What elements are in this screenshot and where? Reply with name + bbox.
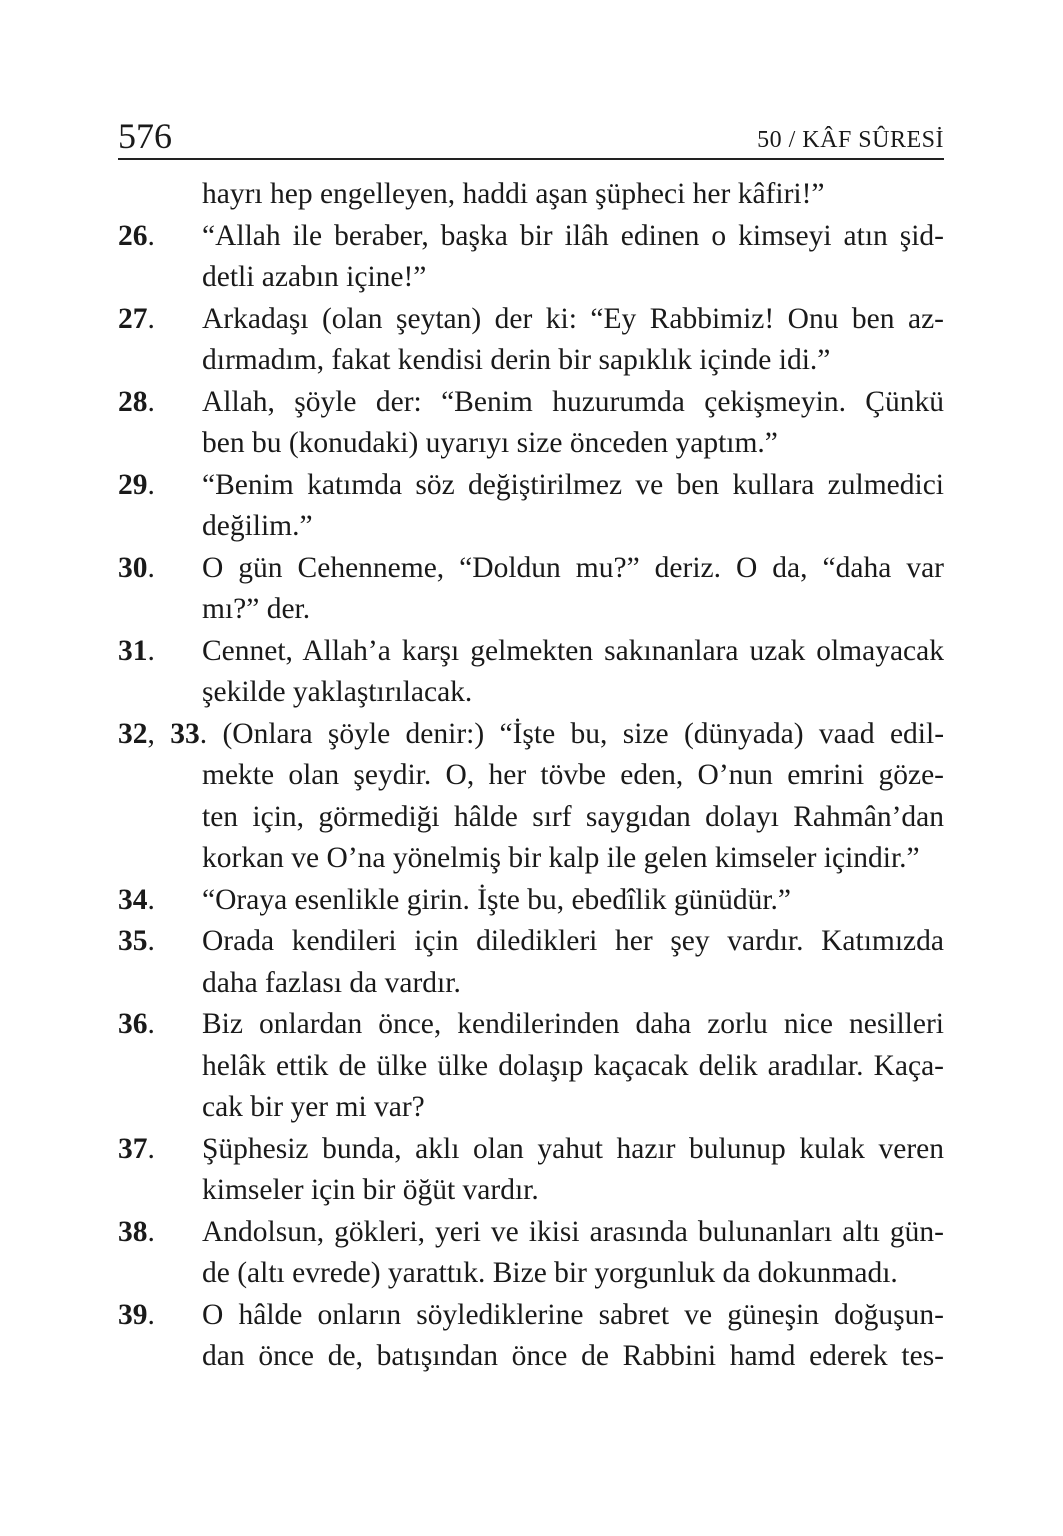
verse-number: 30. (118, 551, 155, 584)
verse-text (202, 548, 944, 631)
text-line: cak bir yer mi var? (202, 1091, 425, 1123)
verse-text (202, 1129, 944, 1212)
text-line: de (altı evrede) yarattık. Bize bir yorgunluk da dokunmadı. (202, 1257, 898, 1289)
text-line: detli azabın içine!” (202, 261, 427, 293)
text-line: “Oraya esenlikle girin. İşte bu, ebedîlik günüdür.” (202, 883, 792, 916)
verse-number: 28. (118, 385, 155, 418)
verse-text (202, 1295, 944, 1378)
verse-text (202, 382, 944, 465)
text-line: değilim.” (202, 510, 313, 542)
text-line: dırmadım, fakat kendisi derin bir sapıklık içinde idi.” (202, 344, 831, 376)
verse-28 (118, 382, 944, 465)
verse-number: 36. (118, 1008, 155, 1040)
verse-39 (118, 1295, 944, 1378)
page-header (118, 112, 944, 160)
verse-26 (118, 216, 944, 299)
text-line: “Allah ile beraber, başka bir ilâh edinen o kimseyi atın şid- (202, 219, 944, 252)
verse-text (202, 921, 944, 1004)
verse-text (202, 465, 944, 548)
verse-number: 38. (118, 1215, 155, 1248)
verse-number: 29. (118, 468, 155, 501)
text-line: Biz onlardan önce, kendilerinden daha zorlu nice nesilleri (202, 1008, 944, 1040)
verse-number: 37. (118, 1132, 155, 1165)
verse-number: 27. (118, 302, 155, 335)
verse-number: 26. (118, 219, 155, 252)
verse-text (202, 299, 944, 382)
verse-30 (118, 548, 944, 631)
verse-34 (118, 880, 944, 922)
text-line: korkan ve O’na yönelmiş bir kalp ile gelen kimseler içindir.” (202, 842, 920, 874)
text-line: O hâlde onların söylediklerine sabret ve güneşin doğuşun- (202, 1298, 944, 1331)
verse-38 (118, 1212, 944, 1295)
text-line: mı?” der. (202, 593, 311, 625)
text-line: şekilde yaklaştırılacak. (202, 676, 473, 708)
text-line: kimseler için bir öğüt vardır. (202, 1174, 539, 1206)
text-line: “Benim katımda söz değiştirilmez ve ben kullara zulmedici (202, 468, 944, 501)
book-page (118, 112, 944, 1378)
text-line: Cennet, Allah’a karşı gelmekten sakınanlara uzak olmayacak (202, 634, 944, 667)
text-line: O gün Cehenneme, “Doldun mu?” deriz. O da, “daha var (202, 551, 944, 584)
text-line: Orada kendileri için diledikleri her şey vardır. Katımızda (202, 925, 944, 957)
verse-number: 39. (118, 1298, 155, 1331)
verse-27 (118, 299, 944, 382)
verse-number: 31. (118, 634, 155, 667)
text-line: daha fazlası da vardır. (202, 966, 461, 999)
verse-text (202, 631, 944, 714)
text-line: 32, 33. (Onlara şöyle denir:) “İşte bu, size (dünyada) vaad edil- (118, 717, 945, 750)
text-line: Arkadaşı (olan şeytan) der ki: “Ey Rabbimiz! Onu ben az- (202, 302, 944, 335)
verse-31 (118, 631, 944, 714)
continuation-paragraph (118, 174, 944, 216)
verse-text (202, 880, 944, 922)
text-line: Allah, şöyle der: “Benim huzurumda çekişmeyin. Çünkü (202, 385, 944, 418)
text-line: hayrı hep engelleyen, haddi aşan şüpheci her kâfiri!” (202, 178, 825, 210)
verse-text (202, 1212, 944, 1295)
running-title: 50 / KÂF SÛRESİ (757, 127, 944, 153)
verse-37 (118, 1129, 944, 1212)
text-line: helâk ettik de ülke ülke dolaşıp kaçacak delik aradılar. Kaça- (202, 1049, 944, 1082)
text-line: ben bu (konudaki) uyarıyı size önceden yaptım.” (202, 427, 778, 459)
verse-number: 34. (118, 883, 155, 916)
text-line: Andolsun, gökleri, yeri ve ikisi arasında bulunanları altı gün- (202, 1215, 944, 1248)
text-line: mekte olan şeydir. O, her tövbe eden, O’nun emrini göze- (202, 759, 944, 791)
text-line: ten için, görmediği hâlde sırf saygıdan dolayı Rahmân’dan (202, 800, 944, 833)
text-line: Şüphesiz bunda, aklı olan yahut hazır bulunup kulak veren (202, 1132, 944, 1165)
verse-number: 35. (118, 925, 155, 957)
text-line: dan önce de, batışından önce de Rabbini hamd ederek tes- (202, 1340, 944, 1372)
verse-text (202, 1004, 944, 1129)
page-body (118, 174, 944, 1378)
verse-29 (118, 465, 944, 548)
verse-text (202, 216, 944, 299)
verse-35 (118, 921, 944, 1004)
verse-36 (118, 1004, 944, 1129)
page-number: 576 (118, 116, 172, 156)
verse-number: 32, 33. (118, 717, 208, 750)
verse-32-33 (118, 714, 944, 880)
